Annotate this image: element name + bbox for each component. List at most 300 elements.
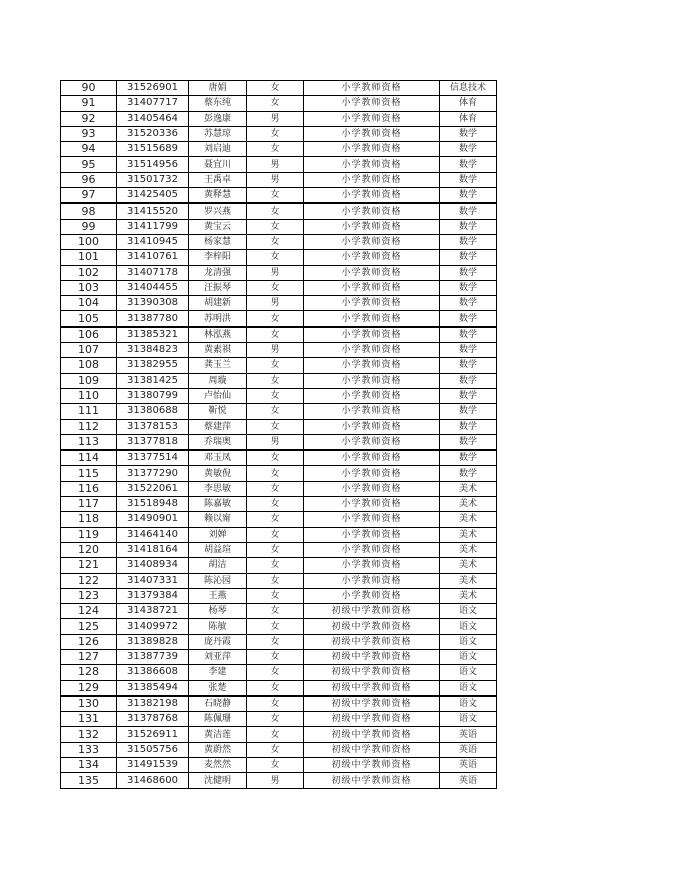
name-cell: 王燕 <box>189 588 247 603</box>
applicant-id-cell: 31415520 <box>117 203 189 219</box>
name-cell: 胡益瑄 <box>189 542 247 557</box>
qualification-cell: 初级中学教师资格 <box>304 742 440 757</box>
qualification-cell: 小学教师资格 <box>304 512 440 527</box>
name-cell: 周璇 <box>189 373 247 388</box>
subject-cell: 数学 <box>440 188 497 204</box>
qualification-cell: 小学教师资格 <box>304 142 440 157</box>
gender-cell: 男 <box>247 265 304 280</box>
name-cell: 沈健明 <box>189 773 247 788</box>
applicant-id-cell: 31425405 <box>117 188 189 204</box>
qualification-cell: 小学教师资格 <box>304 327 440 343</box>
gender-cell: 女 <box>247 512 304 527</box>
gender-cell: 女 <box>247 497 304 512</box>
table-row <box>61 712 497 727</box>
gender-cell: 女 <box>247 466 304 481</box>
row-number-cell: 103 <box>61 280 117 295</box>
subject-cell: 语文 <box>440 696 497 712</box>
gender-cell: 女 <box>247 188 304 204</box>
gender-cell: 女 <box>247 250 304 265</box>
subject-cell: 美术 <box>440 542 497 557</box>
row-number-cell: 118 <box>61 512 117 527</box>
table-row <box>61 634 497 649</box>
subject-cell: 语文 <box>440 665 497 680</box>
row-number-cell: 109 <box>61 373 117 388</box>
qualification-cell: 小学教师资格 <box>304 404 440 419</box>
name-cell: 蔡东纯 <box>189 96 247 111</box>
qualification-cell: 初级中学教师资格 <box>304 680 440 696</box>
gender-cell: 女 <box>247 481 304 496</box>
table-row <box>61 696 497 712</box>
applicant-id-cell: 31379384 <box>117 588 189 603</box>
subject-cell: 数学 <box>440 250 497 265</box>
row-number-cell: 99 <box>61 219 117 234</box>
subject-cell: 英语 <box>440 742 497 757</box>
applicant-id-cell: 31410761 <box>117 250 189 265</box>
subject-cell: 数学 <box>440 126 497 141</box>
table-row <box>61 497 497 512</box>
qualification-cell: 小学教师资格 <box>304 527 440 542</box>
name-cell: 胡洁 <box>189 558 247 573</box>
qualification-cell: 初级中学教师资格 <box>304 696 440 712</box>
subject-cell: 体育 <box>440 96 497 111</box>
name-cell: 陈佩珊 <box>189 712 247 727</box>
subject-cell: 数学 <box>440 404 497 419</box>
applicant-id-cell: 31385494 <box>117 680 189 696</box>
applicant-id-cell: 31491539 <box>117 758 189 773</box>
table-row <box>61 742 497 757</box>
qualification-cell: 初级中学教师资格 <box>304 619 440 634</box>
applicant-id-cell: 31438721 <box>117 604 189 619</box>
gender-cell: 女 <box>247 358 304 373</box>
applicant-id-cell: 31380799 <box>117 388 189 403</box>
row-number-cell: 108 <box>61 358 117 373</box>
name-cell: 陈敏 <box>189 619 247 634</box>
row-number-cell: 94 <box>61 142 117 157</box>
table-row <box>61 81 497 96</box>
name-cell: 龚玉兰 <box>189 358 247 373</box>
table-row <box>61 419 497 434</box>
qualification-cell: 小学教师资格 <box>304 81 440 96</box>
row-number-cell: 124 <box>61 604 117 619</box>
qualification-cell: 初级中学教师资格 <box>304 758 440 773</box>
applicant-id-cell: 31385321 <box>117 327 189 343</box>
qualification-cell: 初级中学教师资格 <box>304 634 440 649</box>
name-cell: 庞丹霞 <box>189 634 247 649</box>
gender-cell: 女 <box>247 758 304 773</box>
subject-cell: 数学 <box>440 157 497 172</box>
subject-cell: 英语 <box>440 727 497 742</box>
applicant-id-cell: 31382955 <box>117 358 189 373</box>
gender-cell: 女 <box>247 96 304 111</box>
gender-cell: 女 <box>247 419 304 434</box>
name-cell: 卢怡仙 <box>189 388 247 403</box>
subject-cell: 数学 <box>440 280 497 295</box>
applicant-id-cell: 31390308 <box>117 296 189 311</box>
gender-cell: 女 <box>247 680 304 696</box>
row-number-cell: 116 <box>61 481 117 496</box>
table-row <box>61 296 497 311</box>
gender-cell: 女 <box>247 604 304 619</box>
row-number-cell: 93 <box>61 126 117 141</box>
gender-cell: 男 <box>247 343 304 358</box>
row-number-cell: 132 <box>61 727 117 742</box>
name-cell: 张楚 <box>189 680 247 696</box>
qualification-cell: 小学教师资格 <box>304 311 440 327</box>
gender-cell: 女 <box>247 696 304 712</box>
subject-cell: 数学 <box>440 203 497 219</box>
gender-cell: 女 <box>247 203 304 219</box>
qualification-cell: 小学教师资格 <box>304 542 440 557</box>
subject-cell: 语文 <box>440 680 497 696</box>
gender-cell: 女 <box>247 404 304 419</box>
gender-cell: 女 <box>247 573 304 588</box>
table-row <box>61 512 497 527</box>
qualification-cell: 小学教师资格 <box>304 481 440 496</box>
name-cell: 黄敏倪 <box>189 466 247 481</box>
row-number-cell: 104 <box>61 296 117 311</box>
gender-cell: 女 <box>247 712 304 727</box>
subject-cell: 信息技术 <box>440 81 497 96</box>
applicant-id-cell: 31408934 <box>117 558 189 573</box>
name-cell: 黄释慧 <box>189 188 247 204</box>
subject-cell: 数学 <box>440 327 497 343</box>
row-number-cell: 114 <box>61 450 117 466</box>
qualification-cell: 初级中学教师资格 <box>304 665 440 680</box>
applicant-id-cell: 31384823 <box>117 343 189 358</box>
row-number-cell: 101 <box>61 250 117 265</box>
qualification-cell: 小学教师资格 <box>304 573 440 588</box>
subject-cell: 数学 <box>440 142 497 157</box>
name-cell: 刘亚萍 <box>189 649 247 664</box>
table-row <box>61 727 497 742</box>
row-number-cell: 90 <box>61 81 117 96</box>
gender-cell: 女 <box>247 373 304 388</box>
subject-cell: 数学 <box>440 296 497 311</box>
qualification-cell: 小学教师资格 <box>304 96 440 111</box>
qualification-cell: 小学教师资格 <box>304 188 440 204</box>
name-cell: 邓玉凤 <box>189 450 247 466</box>
qualification-cell: 小学教师资格 <box>304 157 440 172</box>
table-row <box>61 142 497 157</box>
subject-cell: 美术 <box>440 481 497 496</box>
applicant-id-cell: 31468600 <box>117 773 189 788</box>
applicant-id-cell: 31526901 <box>117 81 189 96</box>
gender-cell: 女 <box>247 727 304 742</box>
name-cell: 聂宜川 <box>189 157 247 172</box>
gender-cell: 女 <box>247 634 304 649</box>
applicant-id-cell: 31377514 <box>117 450 189 466</box>
name-cell: 蔡建萍 <box>189 419 247 434</box>
table-row <box>61 172 497 187</box>
row-number-cell: 134 <box>61 758 117 773</box>
name-cell: 苏明洪 <box>189 311 247 327</box>
row-number-cell: 125 <box>61 619 117 634</box>
gender-cell: 女 <box>247 142 304 157</box>
name-cell: 麦然然 <box>189 758 247 773</box>
subject-cell: 数学 <box>440 373 497 388</box>
row-number-cell: 106 <box>61 327 117 343</box>
gender-cell: 男 <box>247 157 304 172</box>
name-cell: 胡建新 <box>189 296 247 311</box>
name-cell: 杨家慧 <box>189 234 247 249</box>
qualification-cell: 小学教师资格 <box>304 203 440 219</box>
row-number-cell: 97 <box>61 188 117 204</box>
table-row <box>61 250 497 265</box>
gender-cell: 女 <box>247 450 304 466</box>
name-cell: 李思敏 <box>189 481 247 496</box>
subject-cell: 美术 <box>440 588 497 603</box>
table-row <box>61 573 497 588</box>
gender-cell: 男 <box>247 296 304 311</box>
teacher-qualification-table <box>60 80 497 789</box>
name-cell: 乔瑞奥 <box>189 434 247 450</box>
row-number-cell: 112 <box>61 419 117 434</box>
applicant-id-cell: 31377818 <box>117 434 189 450</box>
subject-cell: 语文 <box>440 604 497 619</box>
gender-cell: 女 <box>247 588 304 603</box>
gender-cell: 男 <box>247 172 304 187</box>
name-cell: 黄宝云 <box>189 219 247 234</box>
qualification-cell: 小学教师资格 <box>304 466 440 481</box>
applicant-id-cell: 31520336 <box>117 126 189 141</box>
table-row <box>61 649 497 664</box>
row-number-cell: 96 <box>61 172 117 187</box>
gender-cell: 女 <box>247 649 304 664</box>
applicant-id-cell: 31389828 <box>117 634 189 649</box>
qualification-cell: 初级中学教师资格 <box>304 604 440 619</box>
applicant-id-cell: 31515689 <box>117 142 189 157</box>
table-row <box>61 665 497 680</box>
subject-cell: 数学 <box>440 234 497 249</box>
subject-cell: 数学 <box>440 358 497 373</box>
qualification-cell: 初级中学教师资格 <box>304 649 440 664</box>
row-number-cell: 131 <box>61 712 117 727</box>
table-row <box>61 280 497 295</box>
applicant-id-cell: 31380688 <box>117 404 189 419</box>
subject-cell: 语文 <box>440 619 497 634</box>
subject-cell: 美术 <box>440 512 497 527</box>
qualification-cell: 初级中学教师资格 <box>304 727 440 742</box>
row-number-cell: 128 <box>61 665 117 680</box>
table-row <box>61 203 497 219</box>
subject-cell: 数学 <box>440 311 497 327</box>
subject-cell: 数学 <box>440 434 497 450</box>
qualification-cell: 小学教师资格 <box>304 497 440 512</box>
qualification-cell: 小学教师资格 <box>304 373 440 388</box>
row-number-cell: 121 <box>61 558 117 573</box>
table-row <box>61 680 497 696</box>
row-number-cell: 127 <box>61 649 117 664</box>
applicant-id-cell: 31382198 <box>117 696 189 712</box>
qualification-cell: 小学教师资格 <box>304 280 440 295</box>
gender-cell: 女 <box>247 542 304 557</box>
gender-cell: 女 <box>247 234 304 249</box>
subject-cell: 语文 <box>440 649 497 664</box>
table-row <box>61 311 497 327</box>
subject-cell: 数学 <box>440 265 497 280</box>
name-cell: 汪振琴 <box>189 280 247 295</box>
name-cell: 杨琴 <box>189 604 247 619</box>
name-cell: 罗兴燕 <box>189 203 247 219</box>
gender-cell: 女 <box>247 388 304 403</box>
table-row <box>61 758 497 773</box>
row-number-cell: 107 <box>61 343 117 358</box>
name-cell: 龙清强 <box>189 265 247 280</box>
table-row <box>61 404 497 419</box>
row-number-cell: 100 <box>61 234 117 249</box>
name-cell: 石晓静 <box>189 696 247 712</box>
applicant-id-cell: 31505756 <box>117 742 189 757</box>
qualification-cell: 小学教师资格 <box>304 388 440 403</box>
table-row <box>61 588 497 603</box>
row-number-cell: 111 <box>61 404 117 419</box>
name-cell: 李梓阳 <box>189 250 247 265</box>
row-number-cell: 120 <box>61 542 117 557</box>
subject-cell: 数学 <box>440 466 497 481</box>
row-number-cell: 130 <box>61 696 117 712</box>
gender-cell: 女 <box>247 219 304 234</box>
applicant-id-cell: 31386608 <box>117 665 189 680</box>
applicant-id-cell: 31418164 <box>117 542 189 557</box>
applicant-id-cell: 31526911 <box>117 727 189 742</box>
applicant-id-cell: 31378153 <box>117 419 189 434</box>
row-number-cell: 123 <box>61 588 117 603</box>
name-cell: 唐娟 <box>189 81 247 96</box>
table-row <box>61 773 497 788</box>
row-number-cell: 135 <box>61 773 117 788</box>
table-body <box>61 81 497 789</box>
applicant-id-cell: 31404455 <box>117 280 189 295</box>
gender-cell: 女 <box>247 81 304 96</box>
subject-cell: 数学 <box>440 172 497 187</box>
subject-cell: 数学 <box>440 450 497 466</box>
qualification-cell: 小学教师资格 <box>304 558 440 573</box>
gender-cell: 女 <box>247 311 304 327</box>
applicant-id-cell: 31387780 <box>117 311 189 327</box>
qualification-cell: 初级中学教师资格 <box>304 712 440 727</box>
table-row <box>61 434 497 450</box>
applicant-id-cell: 31377290 <box>117 466 189 481</box>
row-number-cell: 126 <box>61 634 117 649</box>
subject-cell: 数学 <box>440 388 497 403</box>
qualification-cell: 小学教师资格 <box>304 419 440 434</box>
qualification-cell: 小学教师资格 <box>304 265 440 280</box>
name-cell: 靳悦 <box>189 404 247 419</box>
gender-cell: 女 <box>247 558 304 573</box>
subject-cell: 美术 <box>440 573 497 588</box>
applicant-id-cell: 31378768 <box>117 712 189 727</box>
qualification-cell: 初级中学教师资格 <box>304 773 440 788</box>
row-number-cell: 110 <box>61 388 117 403</box>
name-cell: 刘启迪 <box>189 142 247 157</box>
applicant-id-cell: 31387739 <box>117 649 189 664</box>
gender-cell: 女 <box>247 280 304 295</box>
row-number-cell: 113 <box>61 434 117 450</box>
qualification-cell: 小学教师资格 <box>304 343 440 358</box>
subject-cell: 美术 <box>440 497 497 512</box>
name-cell: 黄洁莲 <box>189 727 247 742</box>
applicant-id-cell: 31464140 <box>117 527 189 542</box>
name-cell: 苏慧琼 <box>189 126 247 141</box>
applicant-id-cell: 31407178 <box>117 265 189 280</box>
table-row <box>61 265 497 280</box>
table-row <box>61 388 497 403</box>
name-cell: 黄素祺 <box>189 343 247 358</box>
gender-cell: 女 <box>247 742 304 757</box>
row-number-cell: 117 <box>61 497 117 512</box>
qualification-cell: 小学教师资格 <box>304 358 440 373</box>
applicant-id-cell: 31522061 <box>117 481 189 496</box>
table-row <box>61 527 497 542</box>
table-row <box>61 450 497 466</box>
name-cell: 李建 <box>189 665 247 680</box>
row-number-cell: 122 <box>61 573 117 588</box>
row-number-cell: 98 <box>61 203 117 219</box>
table-row <box>61 96 497 111</box>
table-row <box>61 327 497 343</box>
subject-cell: 美术 <box>440 558 497 573</box>
qualification-cell: 小学教师资格 <box>304 588 440 603</box>
name-cell: 林泓燕 <box>189 327 247 343</box>
row-number-cell: 119 <box>61 527 117 542</box>
gender-cell: 女 <box>247 327 304 343</box>
applicant-id-cell: 31501732 <box>117 172 189 187</box>
gender-cell: 男 <box>247 111 304 126</box>
qualification-cell: 小学教师资格 <box>304 296 440 311</box>
name-cell: 刘婵 <box>189 527 247 542</box>
qualification-cell: 小学教师资格 <box>304 234 440 249</box>
subject-cell: 英语 <box>440 758 497 773</box>
row-number-cell: 133 <box>61 742 117 757</box>
table-row <box>61 126 497 141</box>
applicant-id-cell: 31411799 <box>117 219 189 234</box>
table-row <box>61 358 497 373</box>
row-number-cell: 95 <box>61 157 117 172</box>
subject-cell: 数学 <box>440 343 497 358</box>
qualification-cell: 小学教师资格 <box>304 450 440 466</box>
applicant-id-cell: 31381425 <box>117 373 189 388</box>
table-row <box>61 343 497 358</box>
qualification-cell: 小学教师资格 <box>304 434 440 450</box>
table-row <box>61 542 497 557</box>
row-number-cell: 91 <box>61 96 117 111</box>
name-cell: 赖以甯 <box>189 512 247 527</box>
name-cell: 陈嘉敏 <box>189 497 247 512</box>
table-row <box>61 619 497 634</box>
applicant-id-cell: 31409972 <box>117 619 189 634</box>
gender-cell: 女 <box>247 665 304 680</box>
applicant-id-cell: 31405464 <box>117 111 189 126</box>
table-row <box>61 558 497 573</box>
qualification-cell: 小学教师资格 <box>304 250 440 265</box>
row-number-cell: 129 <box>61 680 117 696</box>
table-row <box>61 111 497 126</box>
subject-cell: 体育 <box>440 111 497 126</box>
applicant-id-cell: 31407717 <box>117 96 189 111</box>
subject-cell: 语文 <box>440 634 497 649</box>
gender-cell: 女 <box>247 126 304 141</box>
row-number-cell: 115 <box>61 466 117 481</box>
subject-cell: 英语 <box>440 773 497 788</box>
row-number-cell: 92 <box>61 111 117 126</box>
qualification-cell: 小学教师资格 <box>304 111 440 126</box>
gender-cell: 女 <box>247 527 304 542</box>
table-row <box>61 466 497 481</box>
row-number-cell: 105 <box>61 311 117 327</box>
table-row <box>61 604 497 619</box>
name-cell: 王禹卓 <box>189 172 247 187</box>
name-cell: 黄蔚然 <box>189 742 247 757</box>
